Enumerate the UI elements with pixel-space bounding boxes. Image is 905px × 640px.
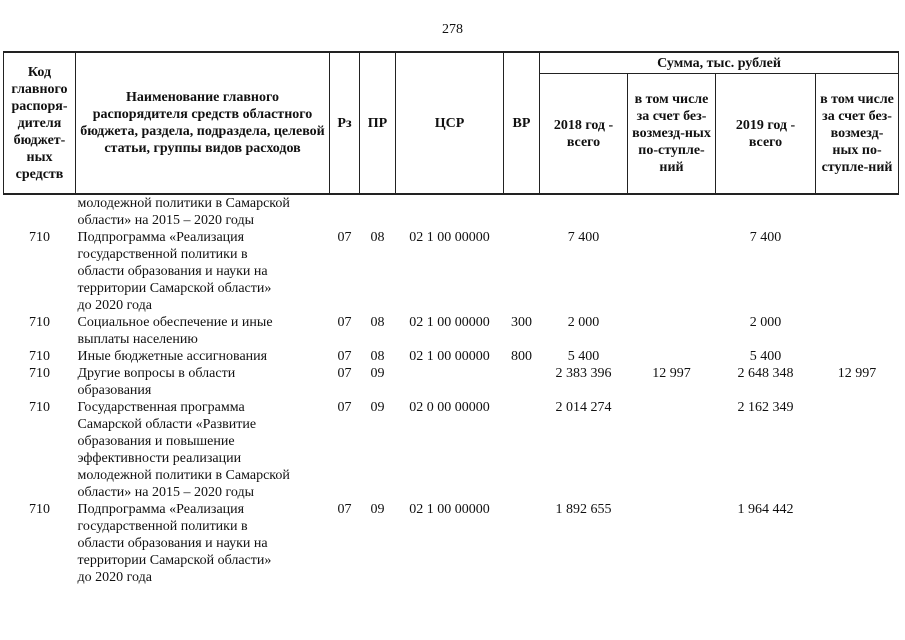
cell-2019-total: 2 648 348 bbox=[737, 366, 794, 381]
cell-kod: 710 bbox=[29, 230, 50, 245]
cell-csr: 02 1 00 00000 bbox=[409, 502, 490, 517]
cell-2019-total: 2 162 349 bbox=[737, 400, 794, 415]
cell-2019-bezvozm bbox=[816, 194, 899, 229]
cell-2018-total: 2 383 396 bbox=[555, 366, 612, 381]
cell-pr: 09 bbox=[370, 400, 385, 415]
header-2019-total: 2019 год - всего bbox=[716, 74, 816, 195]
header-2018-bezvozm: в том числе за счет без-возмезд-ных по-ступле-ний bbox=[628, 74, 716, 195]
cell-rz: 07 bbox=[337, 230, 352, 245]
cell-2018-total: 7 400 bbox=[567, 230, 600, 245]
header-vr: ВР bbox=[504, 52, 540, 194]
cell-kod: 710 bbox=[29, 400, 50, 415]
header-rz: Рз bbox=[330, 52, 360, 194]
cell-pr: 08 bbox=[370, 349, 385, 364]
cell-rz: 07 bbox=[337, 366, 352, 381]
cell-pr: 09 bbox=[370, 366, 385, 381]
cell-vr bbox=[504, 365, 540, 399]
cell-2018-total: 2 000 bbox=[567, 315, 600, 330]
page-number: 278 bbox=[442, 22, 463, 37]
cell-kod: 710 bbox=[29, 349, 50, 364]
cell-name: Подпрограмма «Реализация государственной политики в области образования и науки на территории Самарской области» до 2020 года bbox=[77, 502, 272, 585]
budget-table bbox=[3, 51, 899, 586]
cell-vr bbox=[504, 229, 540, 314]
cell-vr bbox=[504, 399, 540, 501]
cell-vr bbox=[504, 194, 540, 229]
cell-vr bbox=[504, 501, 540, 586]
cell-2019-bezvozm bbox=[816, 399, 899, 501]
cell-2018-total: 5 400 bbox=[567, 349, 600, 364]
table-row bbox=[4, 348, 899, 365]
table-body bbox=[4, 194, 899, 586]
cell-rz: 07 bbox=[337, 502, 352, 517]
cell-csr: 02 1 00 00000 bbox=[409, 349, 490, 364]
table-row bbox=[4, 501, 899, 586]
cell-rz: 07 bbox=[337, 349, 352, 364]
cell-2018-total bbox=[540, 194, 628, 229]
cell-2019-bezvozm bbox=[816, 348, 899, 365]
cell-2018-bezvozm bbox=[628, 501, 716, 586]
cell-vr: 800 bbox=[511, 349, 532, 364]
cell-2018-bezvozm bbox=[628, 348, 716, 365]
cell-2019-bezvozm bbox=[816, 229, 899, 314]
cell-rz: 07 bbox=[337, 400, 352, 415]
cell-csr: 02 1 00 00000 bbox=[409, 230, 490, 245]
cell-2019-bezvozm bbox=[816, 314, 899, 348]
cell-2018-bezvozm bbox=[628, 229, 716, 314]
cell-2019-bezvozm: 12 997 bbox=[837, 366, 877, 381]
cell-2019-total: 1 964 442 bbox=[737, 502, 794, 517]
cell-name: Государственная программа Самарской области «Развитие образования и повышение эффективности реализации молодежной политики в Самарской области» на 2015 – 2020 годы bbox=[77, 400, 290, 500]
table-row bbox=[4, 194, 899, 229]
table-row bbox=[4, 229, 899, 314]
cell-2019-total bbox=[716, 194, 816, 229]
cell-2018-total: 1 892 655 bbox=[555, 502, 612, 517]
cell-name: Иные бюджетные ассигнования bbox=[77, 349, 268, 364]
cell-2018-bezvozm bbox=[628, 194, 716, 229]
header-csr: ЦСР bbox=[396, 52, 504, 194]
cell-name: Социальное обеспечение и иные выплаты населению bbox=[77, 315, 273, 347]
cell-2018-bezvozm: 12 997 bbox=[652, 366, 691, 381]
header-summa: Сумма, тыс. рублей bbox=[540, 52, 899, 74]
cell-csr: 02 0 00 00000 bbox=[409, 400, 490, 415]
cell-2019-total: 5 400 bbox=[749, 349, 782, 364]
header-kod: Код главного распоря-дителя бюджет-ных средств bbox=[4, 52, 76, 194]
cell-pr: 08 bbox=[370, 315, 385, 330]
cell-kod: 710 bbox=[29, 315, 50, 330]
cell-csr bbox=[396, 365, 504, 399]
table-row bbox=[4, 365, 899, 399]
cell-pr bbox=[360, 194, 396, 229]
table-row bbox=[4, 314, 899, 348]
table-row bbox=[4, 399, 899, 501]
header-pr: ПР bbox=[360, 52, 396, 194]
cell-2019-total: 2 000 bbox=[749, 315, 782, 330]
cell-name: молодежной политики в Самарской области» на 2015 – 2020 годы bbox=[77, 196, 290, 228]
cell-2018-total: 2 014 274 bbox=[555, 400, 612, 415]
cell-2019-total: 7 400 bbox=[749, 230, 782, 245]
header-name: Наименование главного распорядителя средств областного бюджета, раздела, подраздела, целевой статьи, группы видов расходов bbox=[76, 52, 330, 194]
header-2019-bezvozm: в том числе за счет без-возмезд-ных по-ступле-ний bbox=[816, 74, 899, 195]
cell-rz: 07 bbox=[337, 315, 352, 330]
cell-name: Другие вопросы в области образования bbox=[77, 366, 236, 398]
header-2018-total: 2018 год - всего bbox=[540, 74, 628, 195]
cell-2018-bezvozm bbox=[628, 314, 716, 348]
cell-name: Подпрограмма «Реализация государственной политики в области образования и науки на территории Самарской области» до 2020 года bbox=[77, 230, 272, 313]
cell-vr: 300 bbox=[511, 315, 532, 330]
cell-rz bbox=[330, 194, 360, 229]
cell-kod bbox=[4, 194, 76, 229]
cell-kod: 710 bbox=[29, 502, 50, 517]
cell-kod: 710 bbox=[29, 366, 50, 381]
cell-csr: 02 1 00 00000 bbox=[409, 315, 490, 330]
cell-csr bbox=[396, 194, 504, 229]
cell-pr: 09 bbox=[370, 502, 385, 517]
cell-2019-bezvozm bbox=[816, 501, 899, 586]
cell-2018-bezvozm bbox=[628, 399, 716, 501]
cell-pr: 08 bbox=[370, 230, 385, 245]
